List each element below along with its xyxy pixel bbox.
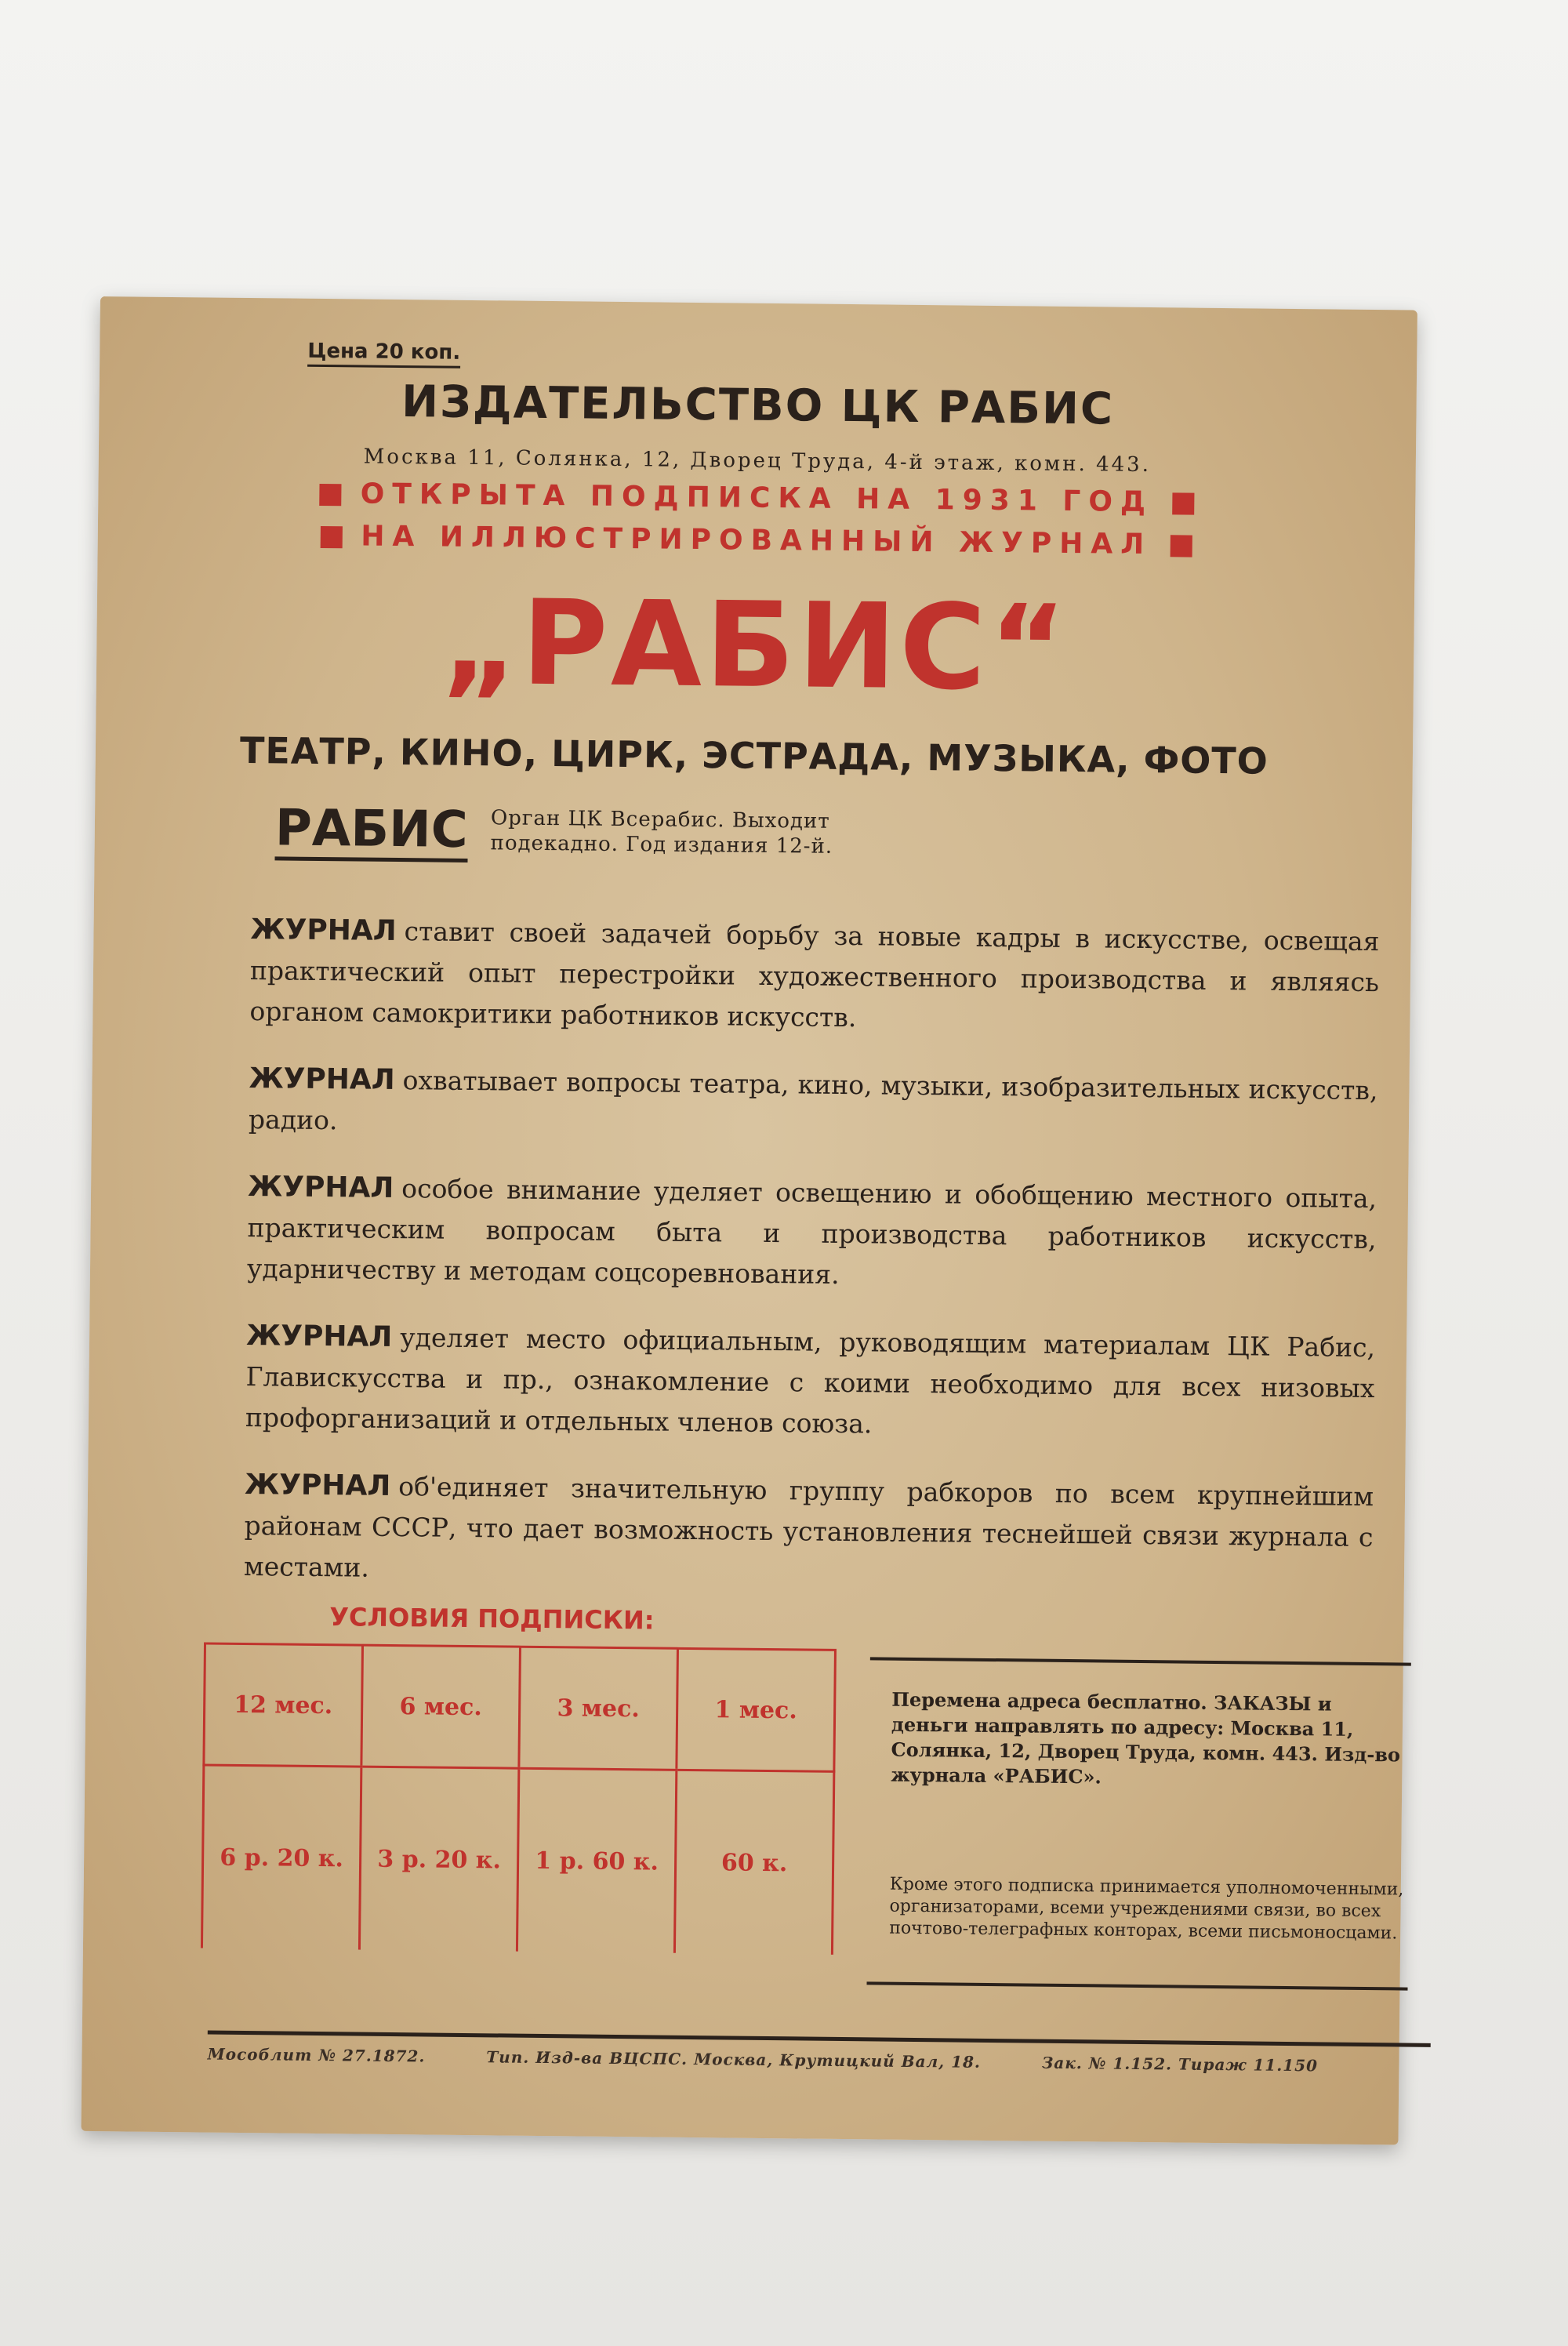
period-cell: 6 мес. xyxy=(361,1645,521,1768)
price-cell: 1 р. 60 к. xyxy=(517,1768,676,1953)
divider xyxy=(870,1657,1411,1665)
announcement-line-1 xyxy=(98,475,1415,521)
paragraph xyxy=(244,1465,1374,1599)
footer-printer: Тип. Изд-ва ВЦСПС. Москва, Крутицкий Вал, 18. xyxy=(486,2047,982,2072)
paragraph-lead: ЖУРНАЛ xyxy=(249,1062,395,1096)
journal-title: „РАБИС“ xyxy=(440,574,1070,717)
subscription-table xyxy=(201,1642,837,1954)
period-cell: 3 мес. xyxy=(519,1647,678,1770)
red-square-icon xyxy=(320,526,342,548)
paragraph-lead: ЖУРНАЛ xyxy=(247,1171,394,1204)
footer-censor: Мособлит № 27.1872. xyxy=(207,2044,426,2066)
address-note: Перемена адреса бесплатно. ЗАКАЗЫ и деньги направлять по адресу: Москва 11, Солянка, 12, Дворец Труда, комн. 443. Изд-во журнала «РАБИС». xyxy=(891,1687,1401,1789)
paragraph-text: охватывает вопросы театра, кино, музыки, изобразительных искусств, радио. xyxy=(248,1065,1378,1136)
imprint-footer xyxy=(207,2045,1430,2076)
agents-note: Кроме этого подписка принимается уполномоченными, организаторами, всеми учреждениями связи, во всех почтово-телеграфных конторах, всеми письмоносцами. xyxy=(889,1874,1404,1944)
price-label: Цена 20 коп. xyxy=(307,340,460,369)
organ-description xyxy=(490,805,833,859)
publisher-address: Москва 11, Солянка, 12, Дворец Труда, 4-й этаж, комн. 443. xyxy=(363,445,1152,478)
period-cell: 1 мес. xyxy=(677,1648,836,1771)
red-square-icon xyxy=(1171,535,1192,557)
table-row xyxy=(201,1765,833,1955)
announcement-line-2-text: НА ИЛЛЮСТРИРОВАННЫЙ ЖУРНАЛ xyxy=(361,520,1152,561)
announcement-line-2 xyxy=(98,518,1415,564)
paragraph xyxy=(247,1167,1377,1301)
conditions-title: УСЛОВИЯ ПОДПИСКИ: xyxy=(329,1602,655,1636)
order-info-box xyxy=(867,1657,1411,1990)
footer-divider xyxy=(208,2031,1431,2047)
organ-line-2: подекадно. Год издания 12-й. xyxy=(490,831,833,859)
price-cell: 6 р. 20 к. xyxy=(201,1765,361,1950)
paragraph-lead: ЖУРНАЛ xyxy=(244,1469,391,1502)
paragraph-text: уделяет место официальным, руководящим материалам ЦК Рабис, Главискусства и пр., ознакомление с коими необходимо для всех низовых профорганизаций и отдельных членов союза. xyxy=(245,1322,1376,1440)
announcement-line-1-text: ОТКРЫТА ПОДПИСКА НА 1931 ГОД xyxy=(360,478,1154,519)
paragraph-text: особое внимание уделяет освещению и обобщению местного опыта, практическим вопросам быта и производства работников искусств, ударничеству и методам соцсоревнования. xyxy=(246,1173,1377,1290)
footer-order: Зак. № 1.152. Тираж 11.150 xyxy=(1041,2053,1319,2075)
paragraph xyxy=(245,1316,1376,1450)
publisher-title: ИЗДАТЕЛЬСТВО ЦК РАБИС xyxy=(401,376,1115,435)
paragraph xyxy=(249,1059,1378,1152)
paragraph xyxy=(249,910,1380,1044)
paragraph-lead: ЖУРНАЛ xyxy=(250,913,397,947)
organ-line-1: Орган ЦК Всерабис. Выходит xyxy=(490,806,830,833)
price-cell: 60 к. xyxy=(674,1770,833,1955)
paragraph-lead: ЖУРНАЛ xyxy=(245,1320,393,1353)
red-square-icon xyxy=(1172,492,1194,514)
paragraph-text: ставит своей задачей борьбу за новые кадры в искусстве, освещая практический опыт перестройки художественного производства и являясь органом самокритики работников искусств. xyxy=(249,916,1380,1033)
organ-name: РАБИС xyxy=(274,800,468,862)
price-cell: 3 р. 20 к. xyxy=(359,1767,518,1952)
divider xyxy=(867,1981,1408,1990)
organ-block xyxy=(274,800,833,866)
description-paragraphs xyxy=(243,910,1379,1625)
red-square-icon xyxy=(320,484,342,506)
leaflet-paper xyxy=(81,296,1417,2144)
paragraph-text: об'единяет значительную группу рабкоров по всем крупнейшим районам СССР, что дает возможность установления теснейшей связи журнала с местами. xyxy=(243,1471,1374,1583)
period-cell: 12 мес. xyxy=(204,1643,363,1767)
table-row xyxy=(204,1643,836,1771)
journal-topics: ТЕАТР, КИНО, ЦИРК, ЭСТРАДА, МУЗЫКА, ФОТО xyxy=(239,728,1269,783)
